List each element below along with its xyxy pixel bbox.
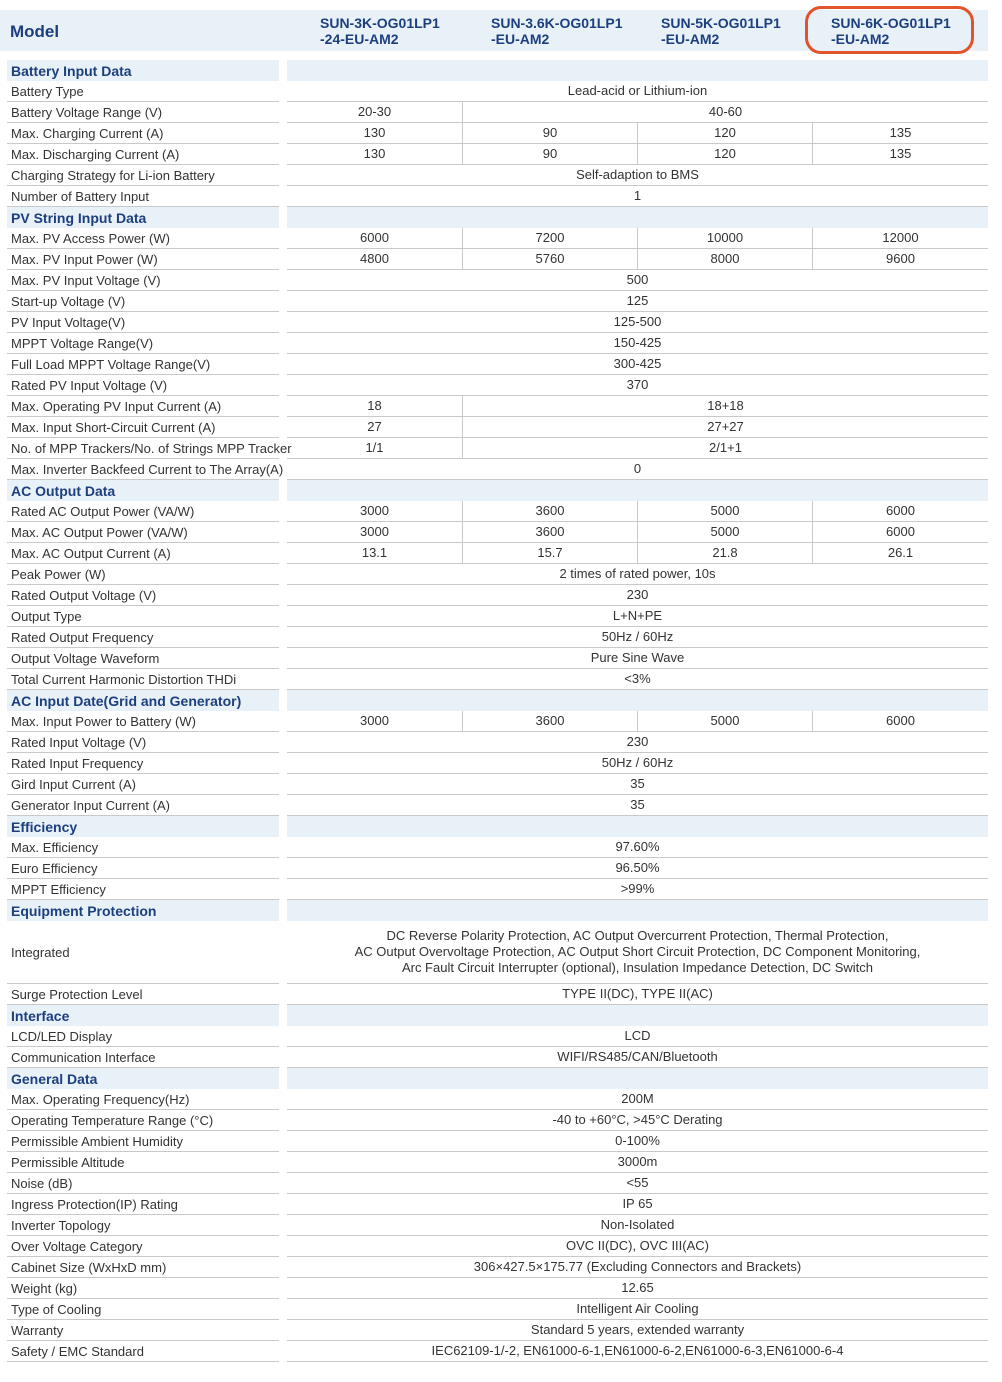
spec-value: 90 — [462, 144, 637, 164]
spec-label: Output Type — [7, 606, 279, 627]
spec-label: Peak Power (W) — [7, 564, 279, 585]
spec-values — [287, 1131, 988, 1152]
spec-row-communication-interface — [0, 1047, 1002, 1068]
section-title: AC Output Data — [7, 480, 279, 501]
spec-row-max-operating-frequency-hz — [0, 1089, 1002, 1110]
spec-label: Rated Output Frequency — [7, 627, 279, 648]
spec-value: 130 — [363, 146, 386, 161]
spec-values — [287, 228, 988, 249]
spec-row-pv-input-voltage-v — [0, 312, 1002, 333]
spec-value: 120 — [637, 123, 812, 143]
spec-row-noise-db — [0, 1173, 1002, 1194]
section-battery-input-data — [0, 60, 1002, 81]
spec-value: 0 — [633, 461, 642, 476]
spec-value: 2 times of rated power, 10s — [559, 566, 716, 581]
spec-value: 40-60 — [462, 102, 988, 122]
spec-label: Rated AC Output Power (VA/W) — [7, 501, 279, 522]
spec-row-max-input-power-to-battery-w — [0, 711, 1002, 732]
spec-values — [287, 1173, 988, 1194]
spec-row-charging-strategy-for-li-ion-battery — [0, 165, 1002, 186]
section-bar — [287, 690, 988, 711]
spec-row-output-type — [0, 606, 1002, 627]
spec-label: Max. Discharging Current (A) — [7, 144, 279, 165]
spec-label: Max. Inverter Backfeed Current to The Array(A) — [7, 459, 279, 480]
spec-value: 26.1 — [812, 543, 988, 563]
spec-values — [287, 543, 988, 564]
spec-label: No. of MPP Trackers/No. of Strings MPP Tracker — [7, 438, 279, 459]
spec-value: 8000 — [637, 249, 812, 269]
spec-row-mppt-voltage-range-v — [0, 333, 1002, 354]
spec-values — [287, 984, 988, 1005]
spec-value: L+N+PE — [612, 608, 663, 623]
section-title: Battery Input Data — [7, 60, 279, 81]
spec-label: Charging Strategy for Li-ion Battery — [7, 165, 279, 186]
spec-label: Full Load MPPT Voltage Range(V) — [7, 354, 279, 375]
spec-value: 15.7 — [462, 543, 637, 563]
spec-value: 1/1 — [365, 440, 384, 455]
spec-values — [287, 795, 988, 816]
spec-values — [287, 1278, 988, 1299]
spec-values — [287, 648, 988, 669]
section-equipment-protection — [0, 900, 1002, 921]
model-column-3-6k: SUN-3.6K-OG01LP1 -EU-AM2 — [491, 15, 623, 47]
spec-value: 230 — [626, 587, 649, 602]
spec-label: Type of Cooling — [7, 1299, 279, 1320]
spec-value: 3600 — [462, 522, 637, 542]
spec-value: 230 — [626, 734, 649, 749]
spec-label: Rated Output Voltage (V) — [7, 585, 279, 606]
spec-row-permissible-ambient-humidity — [0, 1131, 1002, 1152]
spec-values — [287, 123, 988, 144]
spec-label: Noise (dB) — [7, 1173, 279, 1194]
spec-values — [287, 312, 988, 333]
spec-value: <3% — [624, 671, 651, 686]
section-title: AC Input Date(Grid and Generator) — [7, 690, 279, 711]
spec-values — [287, 837, 988, 858]
spec-row-mppt-efficiency — [0, 879, 1002, 900]
spec-row-max-ac-output-current-a — [0, 543, 1002, 564]
spec-values — [287, 1236, 988, 1257]
spec-label: Permissible Altitude — [7, 1152, 279, 1173]
spec-value: 6000 — [360, 230, 389, 245]
spec-label: Generator Input Current (A) — [7, 795, 279, 816]
spec-label: Gird Input Current (A) — [7, 774, 279, 795]
spec-row-gird-input-current-a — [0, 774, 1002, 795]
section-bar — [287, 816, 988, 837]
spec-values — [287, 438, 988, 459]
spec-values — [287, 417, 988, 438]
spec-values — [287, 1047, 988, 1068]
spec-label: Max. AC Output Power (VA/W) — [7, 522, 279, 543]
spec-label: Rated Input Voltage (V) — [7, 732, 279, 753]
spec-row-over-voltage-category — [0, 1236, 1002, 1257]
spec-row-full-load-mppt-voltage-range-v — [0, 354, 1002, 375]
spec-value: 370 — [626, 377, 649, 392]
spec-value: Self-adaption to BMS — [576, 167, 699, 182]
section-title: General Data — [7, 1068, 279, 1089]
section-bar — [287, 207, 988, 228]
spec-label: Output Voltage Waveform — [7, 648, 279, 669]
spec-label: Battery Voltage Range (V) — [7, 102, 279, 123]
spec-label: PV Input Voltage(V) — [7, 312, 279, 333]
spec-row-cabinet-size-wxhxd-mm — [0, 1257, 1002, 1278]
spec-row-rated-output-frequency — [0, 627, 1002, 648]
spec-values — [287, 1026, 988, 1047]
spec-label: Over Voltage Category — [7, 1236, 279, 1257]
spec-row-rated-ac-output-power-va-w — [0, 501, 1002, 522]
model-column-6k: SUN-6K-OG01LP1 -EU-AM2 — [831, 15, 951, 47]
spec-value: 3000 — [360, 524, 389, 539]
spec-value: 12.65 — [621, 1280, 654, 1295]
spec-value: 50Hz / 60Hz — [601, 755, 674, 770]
spec-label: Ingress Protection(IP) Rating — [7, 1194, 279, 1215]
spec-values — [287, 522, 988, 543]
spec-row-warranty — [0, 1320, 1002, 1341]
spec-row-operating-temperature-range-c — [0, 1110, 1002, 1131]
section-bar — [287, 1005, 988, 1026]
spec-value: 27+27 — [462, 417, 988, 437]
spec-row-peak-power-w — [0, 564, 1002, 585]
spec-values — [287, 1257, 988, 1278]
spec-value: 7200 — [462, 228, 637, 248]
spec-values — [287, 186, 988, 207]
spec-value: 125 — [626, 293, 649, 308]
highlight-outline — [805, 6, 974, 54]
spec-row-generator-input-current-a — [0, 795, 1002, 816]
section-bar — [287, 900, 988, 921]
spec-value: LCD — [624, 1028, 651, 1043]
spec-row-output-voltage-waveform — [0, 648, 1002, 669]
spec-values — [287, 1152, 988, 1173]
spec-label: LCD/LED Display — [7, 1026, 279, 1047]
section-ac-output-data — [0, 480, 1002, 501]
spec-value: 4800 — [360, 251, 389, 266]
spec-value: 20-30 — [357, 104, 392, 119]
spec-label: Max. Operating Frequency(Hz) — [7, 1089, 279, 1110]
spec-value: <55 — [626, 1175, 649, 1190]
section-title: PV String Input Data — [7, 207, 279, 228]
spec-value: 150-425 — [613, 335, 662, 350]
spec-row-max-pv-input-power-w — [0, 249, 1002, 270]
spec-label: Total Current Harmonic Distortion THDi — [7, 669, 279, 690]
spec-label: MPPT Efficiency — [7, 879, 279, 900]
spec-value: 96.50% — [615, 860, 660, 875]
spec-label: Operating Temperature Range (°C) — [7, 1110, 279, 1131]
spec-label: Max. AC Output Current (A) — [7, 543, 279, 564]
spec-values — [287, 858, 988, 879]
spec-value: IP 65 — [622, 1196, 653, 1211]
spec-value: Standard 5 years, extended warranty — [530, 1322, 745, 1337]
spec-value: 125-500 — [613, 314, 662, 329]
spec-values — [287, 1299, 988, 1320]
spec-values — [287, 1215, 988, 1236]
spec-label: Communication Interface — [7, 1047, 279, 1068]
spec-values — [287, 396, 988, 417]
spec-label: Number of Battery Input — [7, 186, 279, 207]
spec-value: 6000 — [812, 711, 988, 731]
spec-values — [287, 711, 988, 732]
spec-values — [287, 270, 988, 291]
spec-row-weight-kg — [0, 1278, 1002, 1299]
spec-label: Weight (kg) — [7, 1278, 279, 1299]
model-column-5k: SUN-5K-OG01LP1 -EU-AM2 — [661, 15, 781, 47]
spec-value: 200M — [621, 1091, 654, 1106]
spec-label: Safety / EMC Standard — [7, 1341, 279, 1362]
spec-row-rated-input-frequency — [0, 753, 1002, 774]
spec-value: 50Hz / 60Hz — [601, 629, 674, 644]
spec-row-max-inverter-backfeed-current-to-the-array-a — [0, 459, 1002, 480]
spec-values — [287, 606, 988, 627]
spec-row-max-operating-pv-input-current-a — [0, 396, 1002, 417]
spec-values — [287, 564, 988, 585]
spec-values — [287, 627, 988, 648]
spec-values — [287, 249, 988, 270]
spec-values — [287, 1110, 988, 1131]
section-bar — [287, 60, 988, 81]
spec-row-euro-efficiency — [0, 858, 1002, 879]
spec-row-rated-pv-input-voltage-v — [0, 375, 1002, 396]
spec-row-max-discharging-current-a — [0, 144, 1002, 165]
model-label: Model — [10, 22, 60, 41]
spec-values — [287, 144, 988, 165]
spec-label: Max. PV Input Power (W) — [7, 249, 279, 270]
spec-row-inverter-topology — [0, 1215, 1002, 1236]
spec-label: Warranty — [7, 1320, 279, 1341]
section-pv-string-input-data — [0, 207, 1002, 228]
spec-row-battery-type — [0, 81, 1002, 102]
spec-value: 6000 — [812, 501, 988, 521]
spec-row-max-charging-current-a — [0, 123, 1002, 144]
spec-row-max-pv-access-power-w — [0, 228, 1002, 249]
spec-values — [287, 669, 988, 690]
spec-values — [287, 732, 988, 753]
spec-value: 5000 — [637, 501, 812, 521]
spec-row-battery-voltage-range-v — [0, 102, 1002, 123]
spec-value: -40 to +60°C, >45°C Derating — [552, 1112, 723, 1127]
spec-value: WIFI/RS485/CAN/Bluetooth — [557, 1049, 718, 1064]
spec-label: Euro Efficiency — [7, 858, 279, 879]
section-title: Interface — [7, 1005, 279, 1026]
spec-row-type-of-cooling — [0, 1299, 1002, 1320]
spec-label: Max. Input Short-Circuit Current (A) — [7, 417, 279, 438]
spec-values — [287, 354, 988, 375]
spec-value: 6000 — [812, 522, 988, 542]
spec-row-lcd-led-display — [0, 1026, 1002, 1047]
spec-value: 18+18 — [462, 396, 988, 416]
spec-value: 5000 — [637, 522, 812, 542]
spec-value: 13.1 — [361, 545, 388, 560]
spec-value: 21.8 — [637, 543, 812, 563]
spec-row-max-ac-output-power-va-w — [0, 522, 1002, 543]
spec-value: 3000 — [360, 503, 389, 518]
section-title: Efficiency — [7, 816, 279, 837]
spec-value: 9600 — [812, 249, 988, 269]
spec-value: 97.60% — [615, 839, 660, 854]
spec-value: 135 — [812, 123, 988, 143]
spec-value: Non-Isolated — [600, 1217, 675, 1232]
spec-value: Pure Sine Wave — [590, 650, 685, 665]
spec-values — [287, 333, 988, 354]
spec-label: Max. Charging Current (A) — [7, 123, 279, 144]
spec-value: 35 — [630, 776, 645, 791]
spec-label: Cabinet Size (WxHxD mm) — [7, 1257, 279, 1278]
spec-label: Rated Input Frequency — [7, 753, 279, 774]
spec-label: MPPT Voltage Range(V) — [7, 333, 279, 354]
spec-row-max-pv-input-voltage-v — [0, 270, 1002, 291]
spec-value: 5000 — [637, 711, 812, 731]
model-column-3k: SUN-3K-OG01LP1 -24-EU-AM2 — [320, 15, 440, 47]
spec-row-start-up-voltage-v — [0, 291, 1002, 312]
spec-row-surge-protection-level — [0, 984, 1002, 1005]
spec-row-integrated — [0, 921, 1002, 984]
spec-values — [287, 165, 988, 186]
spec-label: Inverter Topology — [7, 1215, 279, 1236]
spec-label: Max. Input Power to Battery (W) — [7, 711, 279, 732]
spec-values — [287, 1089, 988, 1110]
spec-values — [287, 501, 988, 522]
spec-value: TYPE II(DC), TYPE II(AC) — [562, 986, 713, 1001]
spec-label: Max. PV Input Voltage (V) — [7, 270, 279, 291]
spec-value: DC Reverse Polarity Protection, AC Output Overcurrent Protection, Thermal Protection, AC Output Overvoltage Protection, AC Output Short Circuit Protection, DC Component Monitoring, Arc Fault Circuit Interrupter (optional), Insulation Impedance Detection, DC Switch — [354, 928, 921, 975]
spec-value: 27 — [367, 419, 382, 434]
spec-value: 0-100% — [615, 1133, 660, 1148]
section-efficiency — [0, 816, 1002, 837]
section-title: Equipment Protection — [7, 900, 279, 921]
spec-values — [287, 291, 988, 312]
spec-values — [287, 585, 988, 606]
spec-values — [287, 774, 988, 795]
spec-values — [287, 459, 988, 480]
spec-value: 18 — [367, 398, 382, 413]
spec-label: Max. Efficiency — [7, 837, 279, 858]
spec-value: >99% — [620, 881, 655, 896]
spec-row-rated-input-voltage-v — [0, 732, 1002, 753]
spec-label: Max. Operating PV Input Current (A) — [7, 396, 279, 417]
spec-values — [287, 81, 988, 102]
spec-value: 500 — [626, 272, 649, 287]
spec-row-max-input-short-circuit-current-a — [0, 417, 1002, 438]
spec-value: 12000 — [812, 228, 988, 248]
spec-value: 300-425 — [613, 356, 662, 371]
spec-value: 306×427.5×175.77 (Excluding Connectors and Brackets) — [473, 1259, 802, 1274]
spec-values — [287, 102, 988, 123]
spec-values — [287, 1194, 988, 1215]
spec-value: Intelligent Air Cooling — [576, 1301, 699, 1316]
spec-label: Permissible Ambient Humidity — [7, 1131, 279, 1152]
spec-row-safety-emc-standard — [0, 1341, 1002, 1362]
spec-values — [287, 1320, 988, 1341]
spec-value: Lead-acid or Lithium-ion — [567, 83, 708, 98]
spec-label: Integrated — [7, 921, 279, 984]
spec-value: 135 — [812, 144, 988, 164]
spec-row-permissible-altitude — [0, 1152, 1002, 1173]
spec-row-number-of-battery-input — [0, 186, 1002, 207]
spec-values — [287, 753, 988, 774]
spec-label: Start-up Voltage (V) — [7, 291, 279, 312]
spec-value: 2/1+1 — [462, 438, 988, 458]
spec-label: Battery Type — [7, 81, 279, 102]
spec-value: 3600 — [462, 711, 637, 731]
spec-label: Rated PV Input Voltage (V) — [7, 375, 279, 396]
spec-row-rated-output-voltage-v — [0, 585, 1002, 606]
spec-value: 5760 — [462, 249, 637, 269]
spec-values — [287, 921, 988, 984]
spec-value: 3000 — [360, 713, 389, 728]
section-ac-input-date-grid-and-generator — [0, 690, 1002, 711]
section-bar — [287, 1068, 988, 1089]
spec-row-ingress-protection-ip-rating — [0, 1194, 1002, 1215]
spec-values — [287, 1341, 988, 1362]
spec-value: 35 — [630, 797, 645, 812]
spec-value: 3600 — [462, 501, 637, 521]
spec-label: Max. PV Access Power (W) — [7, 228, 279, 249]
spec-row-no-of-mpp-trackers-no-of-strings-mpp-tracker — [0, 438, 1002, 459]
spec-label: Surge Protection Level — [7, 984, 279, 1005]
spec-value: 3000m — [617, 1154, 658, 1169]
spec-value: 130 — [363, 125, 386, 140]
spec-values — [287, 375, 988, 396]
spec-value: 10000 — [637, 228, 812, 248]
spec-row-max-efficiency — [0, 837, 1002, 858]
section-interface — [0, 1005, 1002, 1026]
spec-value: 120 — [637, 144, 812, 164]
spec-row-total-current-harmonic-distortion-thdi — [0, 669, 1002, 690]
section-general-data — [0, 1068, 1002, 1089]
spec-value: 1 — [633, 188, 642, 203]
spec-value: IEC62109-1/-2, EN61000-6-1,EN61000-6-2,EN61000-6-3,EN61000-6-4 — [431, 1343, 844, 1358]
section-bar — [287, 480, 988, 501]
spec-value: 90 — [462, 123, 637, 143]
spec-values — [287, 879, 988, 900]
spec-value: OVC II(DC), OVC III(AC) — [566, 1238, 709, 1253]
